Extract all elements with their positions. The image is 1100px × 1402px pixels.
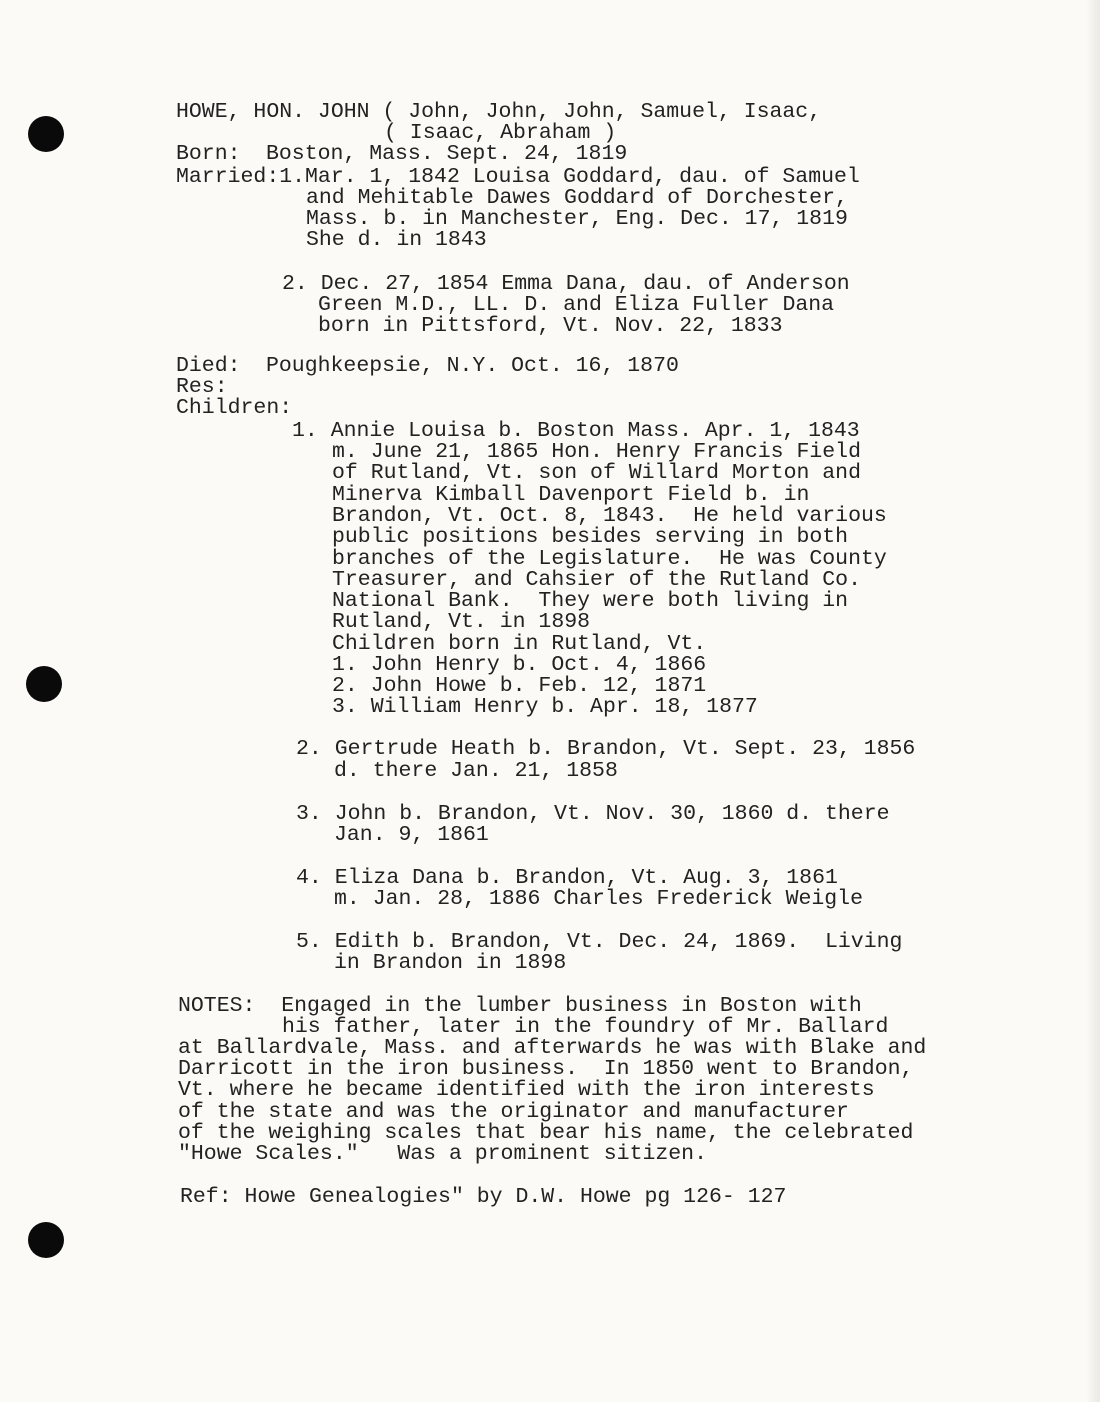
record-title: HOWE, HON. JOHN ( John, John, John, Samuel, Isaac,	[176, 100, 822, 124]
child-1-line: m. June 21, 1865 Hon. Henry Francis Field	[332, 440, 861, 464]
married-line: and Mehitable Dawes Goddard of Dorchester,	[306, 186, 848, 210]
married-second-line: born in Pittsford, Vt. Nov. 22, 1833	[318, 314, 783, 338]
married-line: Mass. b. in Manchester, Eng. Dec. 17, 1819	[306, 207, 848, 231]
child-3-line: 3. John b. Brandon, Vt. Nov. 30, 1860 d. there	[296, 802, 890, 826]
child-1-line: Rutland, Vt. in 1898	[332, 610, 591, 634]
grandchild-line: 2. John Howe b. Feb. 12, 1871	[332, 674, 707, 698]
born-label: Born:	[176, 142, 241, 166]
child-5-line: in Brandon in 1898	[334, 951, 567, 975]
child-5-line: 5. Edith b. Brandon, Vt. Dec. 24, 1869. Living	[296, 930, 903, 954]
child-1-line: Minerva Kimball Davenport Field b. in	[332, 483, 810, 507]
child-3-line: Jan. 9, 1861	[334, 823, 489, 847]
married-line: She d. in 1843	[306, 228, 487, 252]
child-1-line: Brandon, Vt. Oct. 8, 1843. He held various	[332, 504, 887, 528]
reference-line: Ref: Howe Genealogies" by D.W. Howe pg 126- 127	[180, 1185, 787, 1209]
died-value: Poughkeepsie, N.Y. Oct. 16, 1870	[266, 354, 679, 378]
notes-line: Vt. where he became identified with the iron interests	[178, 1078, 875, 1102]
notes-line: "Howe Scales." Was a prominent sitizen.	[178, 1142, 707, 1166]
child-1-line: National Bank. They were both living in	[332, 589, 849, 613]
child-1-line: branches of the Legislature. He was County	[332, 547, 887, 571]
child-2-line: d. there Jan. 21, 1858	[334, 759, 618, 783]
notes-line: of the weighing scales that bear his name, the celebrated	[178, 1121, 914, 1145]
notes-line: at Ballardvale, Mass. and afterwards he was with Blake and	[178, 1036, 927, 1060]
record-title-ancestry: ( Isaac, Abraham )	[384, 121, 617, 145]
page-edge-shadow	[1086, 0, 1100, 1402]
notes-line: Darricott in the iron business. In 1850 went to Brandon,	[178, 1057, 914, 1081]
child-4-line: 4. Eliza Dana b. Brandon, Vt. Aug. 3, 1861	[296, 866, 838, 890]
notes-line: NOTES: Engaged in the lumber business in Boston with	[178, 994, 862, 1018]
child-1-line: Children born in Rutland, Vt.	[332, 632, 707, 656]
child-1-line: public positions besides serving in both	[332, 525, 849, 549]
notes-line: his father, later in the foundry of Mr. Ballard	[282, 1015, 889, 1039]
married-second-line: 2. Dec. 27, 1854 Emma Dana, dau. of Anderson	[282, 272, 850, 296]
child-2-line: 2. Gertrude Heath b. Brandon, Vt. Sept. 23, 1856	[296, 737, 916, 761]
child-4-line: m. Jan. 28, 1886 Charles Frederick Weigle	[334, 887, 863, 911]
born-value: Boston, Mass. Sept. 24, 1819	[266, 142, 628, 166]
died-label: Died:	[176, 354, 241, 378]
married-line: Married:1.Mar. 1, 1842 Louisa Goddard, dau. of Samuel	[176, 165, 860, 189]
res-label: Res:	[176, 375, 228, 399]
grandchild-line: 1. John Henry b. Oct. 4, 1866	[332, 653, 707, 677]
child-1-line: Treasurer, and Cahsier of the Rutland Co.	[332, 568, 861, 592]
punch-hole-bottom	[28, 1222, 64, 1258]
grandchild-line: 3. William Henry b. Apr. 18, 1877	[332, 695, 758, 719]
child-1-line: of Rutland, Vt. son of Willard Morton and	[332, 461, 861, 485]
child-1-line: 1. Annie Louisa b. Boston Mass. Apr. 1, 1843	[292, 419, 860, 443]
children-label: Children:	[176, 396, 293, 420]
married-second-line: Green M.D., LL. D. and Eliza Fuller Dana	[318, 293, 835, 317]
notes-line: of the state and was the originator and manufacturer	[178, 1100, 849, 1124]
punch-hole-top	[28, 116, 64, 152]
punch-hole-middle	[26, 666, 62, 702]
